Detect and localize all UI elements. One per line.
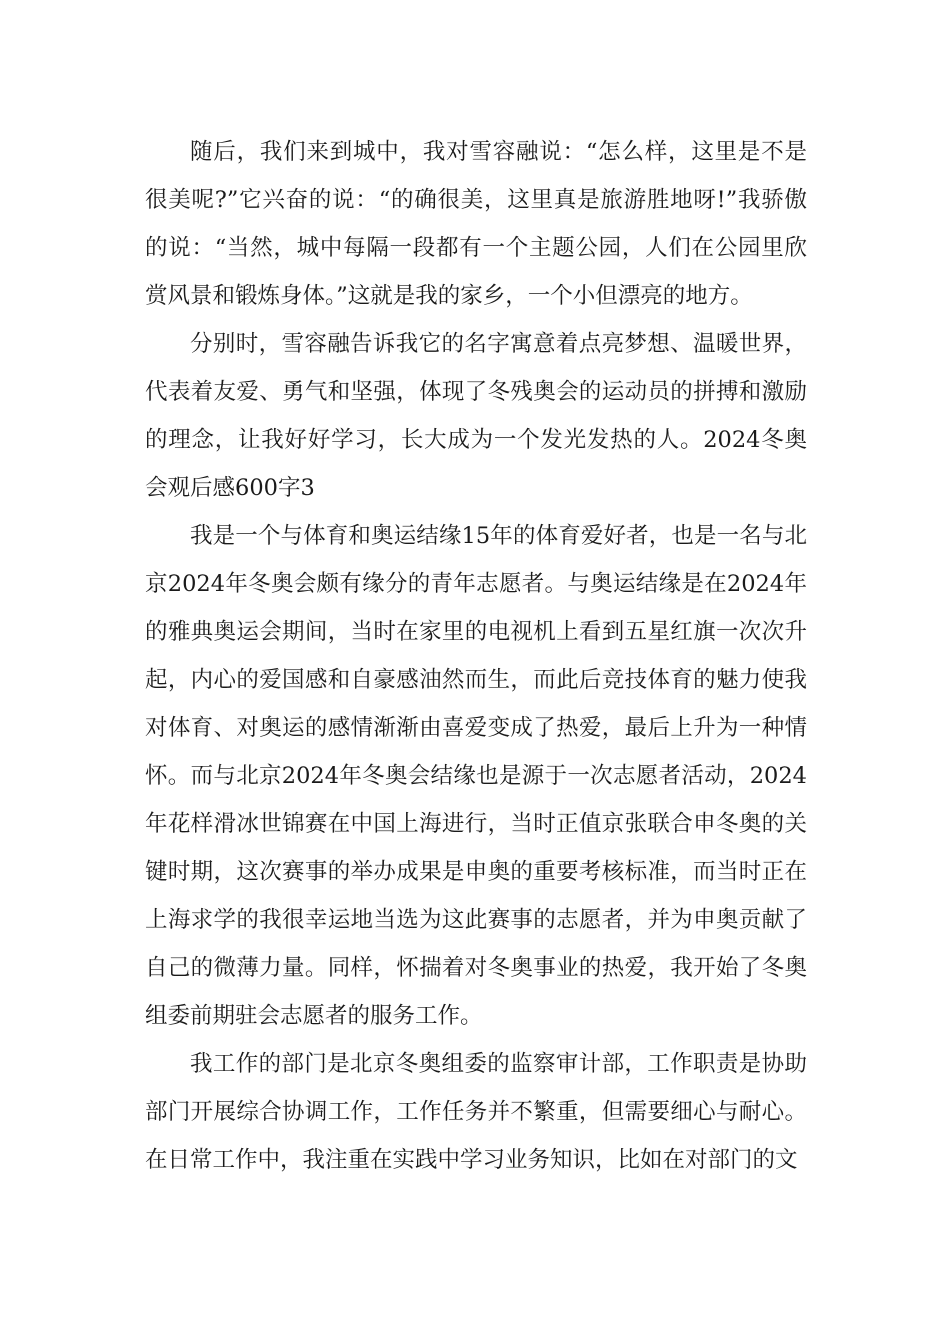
paragraph-3: 我是一个与体育和奥运结缘15年的体育爱好者，也是一名与北京2024年冬奥会颇有缘分的青年志愿者。与奥运结缘是在2024年的雅典奥运会期间，当时在家里的电视机上看到五星红旗一次次升起，内心的爱国感和自豪感油然而生，而此后竞技体育的魅力使我对体育、对奥运的感情渐渐由喜爱变成了热爱，最后上升为一种情怀。而与北京2024年冬奥会结缘也是源于一次志愿者活动，2024年花样滑冰世锦赛在中国上海进行，当时正值京张联合申冬奥的关键时期，这次赛事的举办成果是申奥的重要考核标准，而当时正在上海求学的我很幸运地当选为这此赛事的志愿者，并为申奥贡献了自己的微薄力量。同样，怀揣着对冬奥事业的热爱，我开始了冬奥组委前期驻会志愿者的服务工作。 <box>145 523 807 1029</box>
paragraph-1: 随后，我们来到城中，我对雪容融说：“怎么样，这里是不是很美呢?”它兴奋的说：“的确很美，这里真是旅游胜地呀!”我骄傲的说：“当然，城中每隔一段都有一个主题公园，人们在公园里欣赏风景和锻炼身体。”这就是我的家乡，一个小但漂亮的地方。 <box>145 139 807 309</box>
paragraph-2: 分别时，雪容融告诉我它的名字寓意着点亮梦想、温暖世界，代表着友爱、勇气和坚强，体现了冬残奥会的运动员的拼搏和激励的理念，让我好好学习，长大成为一个发光发热的人。2024冬奥会观后感600字3 <box>145 331 807 501</box>
document-page <box>145 128 807 1184</box>
paragraph-4: 我工作的部门是北京冬奥组委的监察审计部，工作职责是协助部门开展综合协调工作，工作任务并不繁重，但需要细心与耐心。在日常工作中，我注重在实践中学习业务知识，比如在对部门的文 <box>145 1051 807 1173</box>
